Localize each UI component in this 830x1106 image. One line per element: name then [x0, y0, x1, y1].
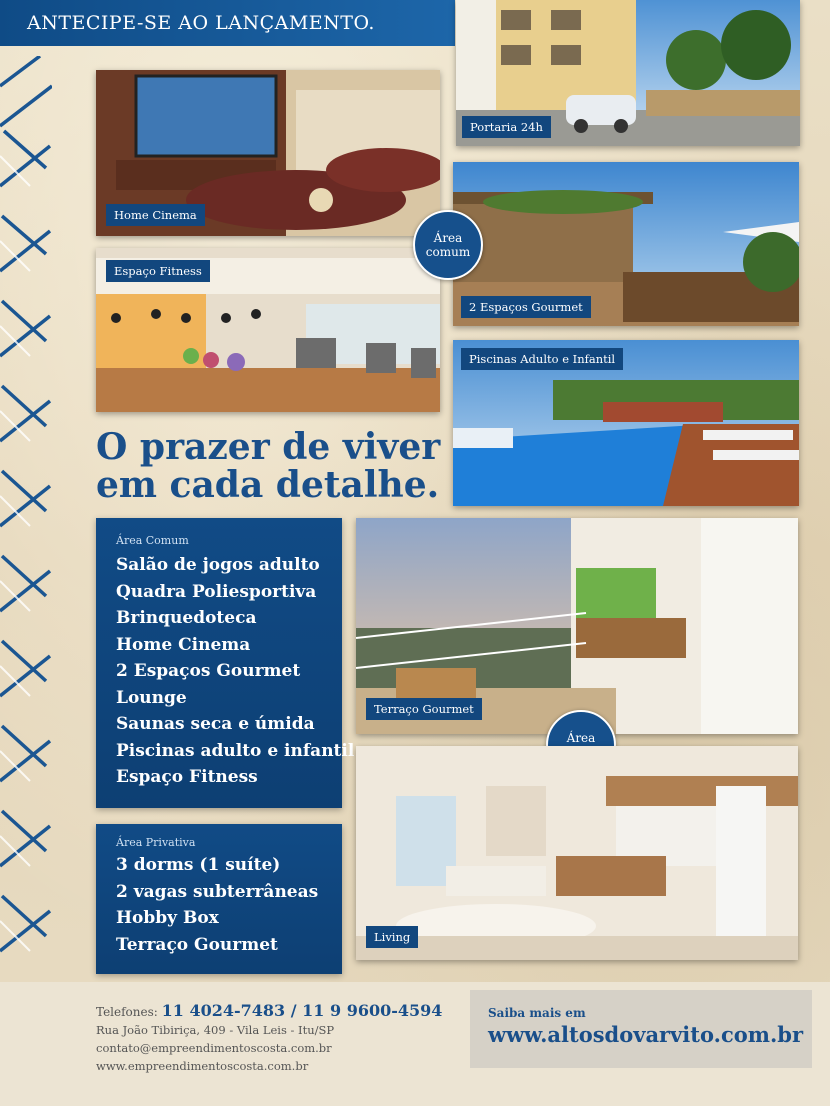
project-website-link[interactable]: www.altosdovarvito.com.br — [488, 1022, 804, 1047]
list-item: Brinquedoteca — [116, 608, 257, 628]
headline-line2: em cada detalhe. — [96, 464, 440, 506]
photo-living — [356, 746, 798, 960]
label-fitness: Espaço Fitness — [106, 260, 210, 282]
badge-area-comum-line2: comum — [425, 245, 471, 259]
list-item: Home Cinema — [116, 634, 251, 655]
list-item: Quadra Poliesportiva — [116, 581, 317, 602]
area-privativa-box — [96, 824, 342, 974]
list-item: 2 Espaços Gourmet — [116, 661, 301, 681]
contact-block — [96, 1002, 442, 1075]
label-gourmet: 2 Espaços Gourmet — [461, 296, 591, 318]
label-terraco: Terraço Gourmet — [366, 698, 482, 720]
phones-numbers[interactable]: 11 4024-7483 / 11 9 9600-4594 — [161, 1001, 443, 1020]
badge-area-comum — [413, 210, 483, 280]
photo-home-cinema — [96, 70, 440, 236]
living-image — [356, 746, 798, 960]
area-comum-box — [96, 518, 355, 808]
badge-area-privativa-line1: Área — [566, 731, 596, 745]
diamond-pattern-decoration — [0, 56, 52, 986]
list-item: Terraço Gourmet — [116, 934, 278, 955]
top-banner — [0, 0, 455, 46]
list-item: Espaço Fitness — [116, 767, 258, 787]
list-item: 2 vagas subterrâneas — [116, 881, 319, 902]
headline — [96, 428, 440, 504]
list-item: 3 dorms (1 suíte) — [116, 855, 281, 875]
list-item: Piscinas adulto e infantil — [116, 740, 355, 761]
area-comum-title: Área Comum — [116, 534, 189, 547]
photo-piscinas — [453, 340, 799, 506]
photo-terraco — [356, 518, 798, 734]
label-portaria: Portaria 24h — [462, 116, 551, 138]
label-home-cinema: Home Cinema — [106, 204, 205, 226]
list-item: Lounge — [116, 687, 187, 708]
saiba-mais-label: Saiba mais em — [488, 1006, 586, 1020]
badge-area-comum-line1: Área — [433, 231, 463, 245]
label-living: Living — [366, 926, 418, 948]
email-link[interactable]: contato@empreendimentoscosta.com.br — [96, 1041, 332, 1055]
photo-fitness — [96, 248, 440, 412]
company-website-link[interactable]: www.empreendimentoscosta.com.br — [96, 1059, 309, 1073]
photo-gourmet — [453, 162, 799, 326]
list-item: Salão de jogos adulto — [116, 555, 320, 575]
phones-label: Telefones: — [96, 1005, 158, 1019]
website-box — [470, 990, 812, 1068]
photo-portaria — [456, 0, 800, 146]
list-item: Hobby Box — [116, 908, 219, 928]
label-piscinas: Piscinas Adulto e Infantil — [461, 348, 623, 370]
banner-text: ANTECIPE-SE AO LANÇAMENTO. — [27, 12, 375, 34]
headline-line1: O prazer de viver — [96, 426, 441, 468]
address: Rua João Tibiriça, 409 - Vila Leis - Itu/SP — [96, 1023, 335, 1037]
area-privativa-title: Área Privativa — [116, 836, 196, 849]
list-item: Saunas seca e úmida — [116, 714, 315, 734]
